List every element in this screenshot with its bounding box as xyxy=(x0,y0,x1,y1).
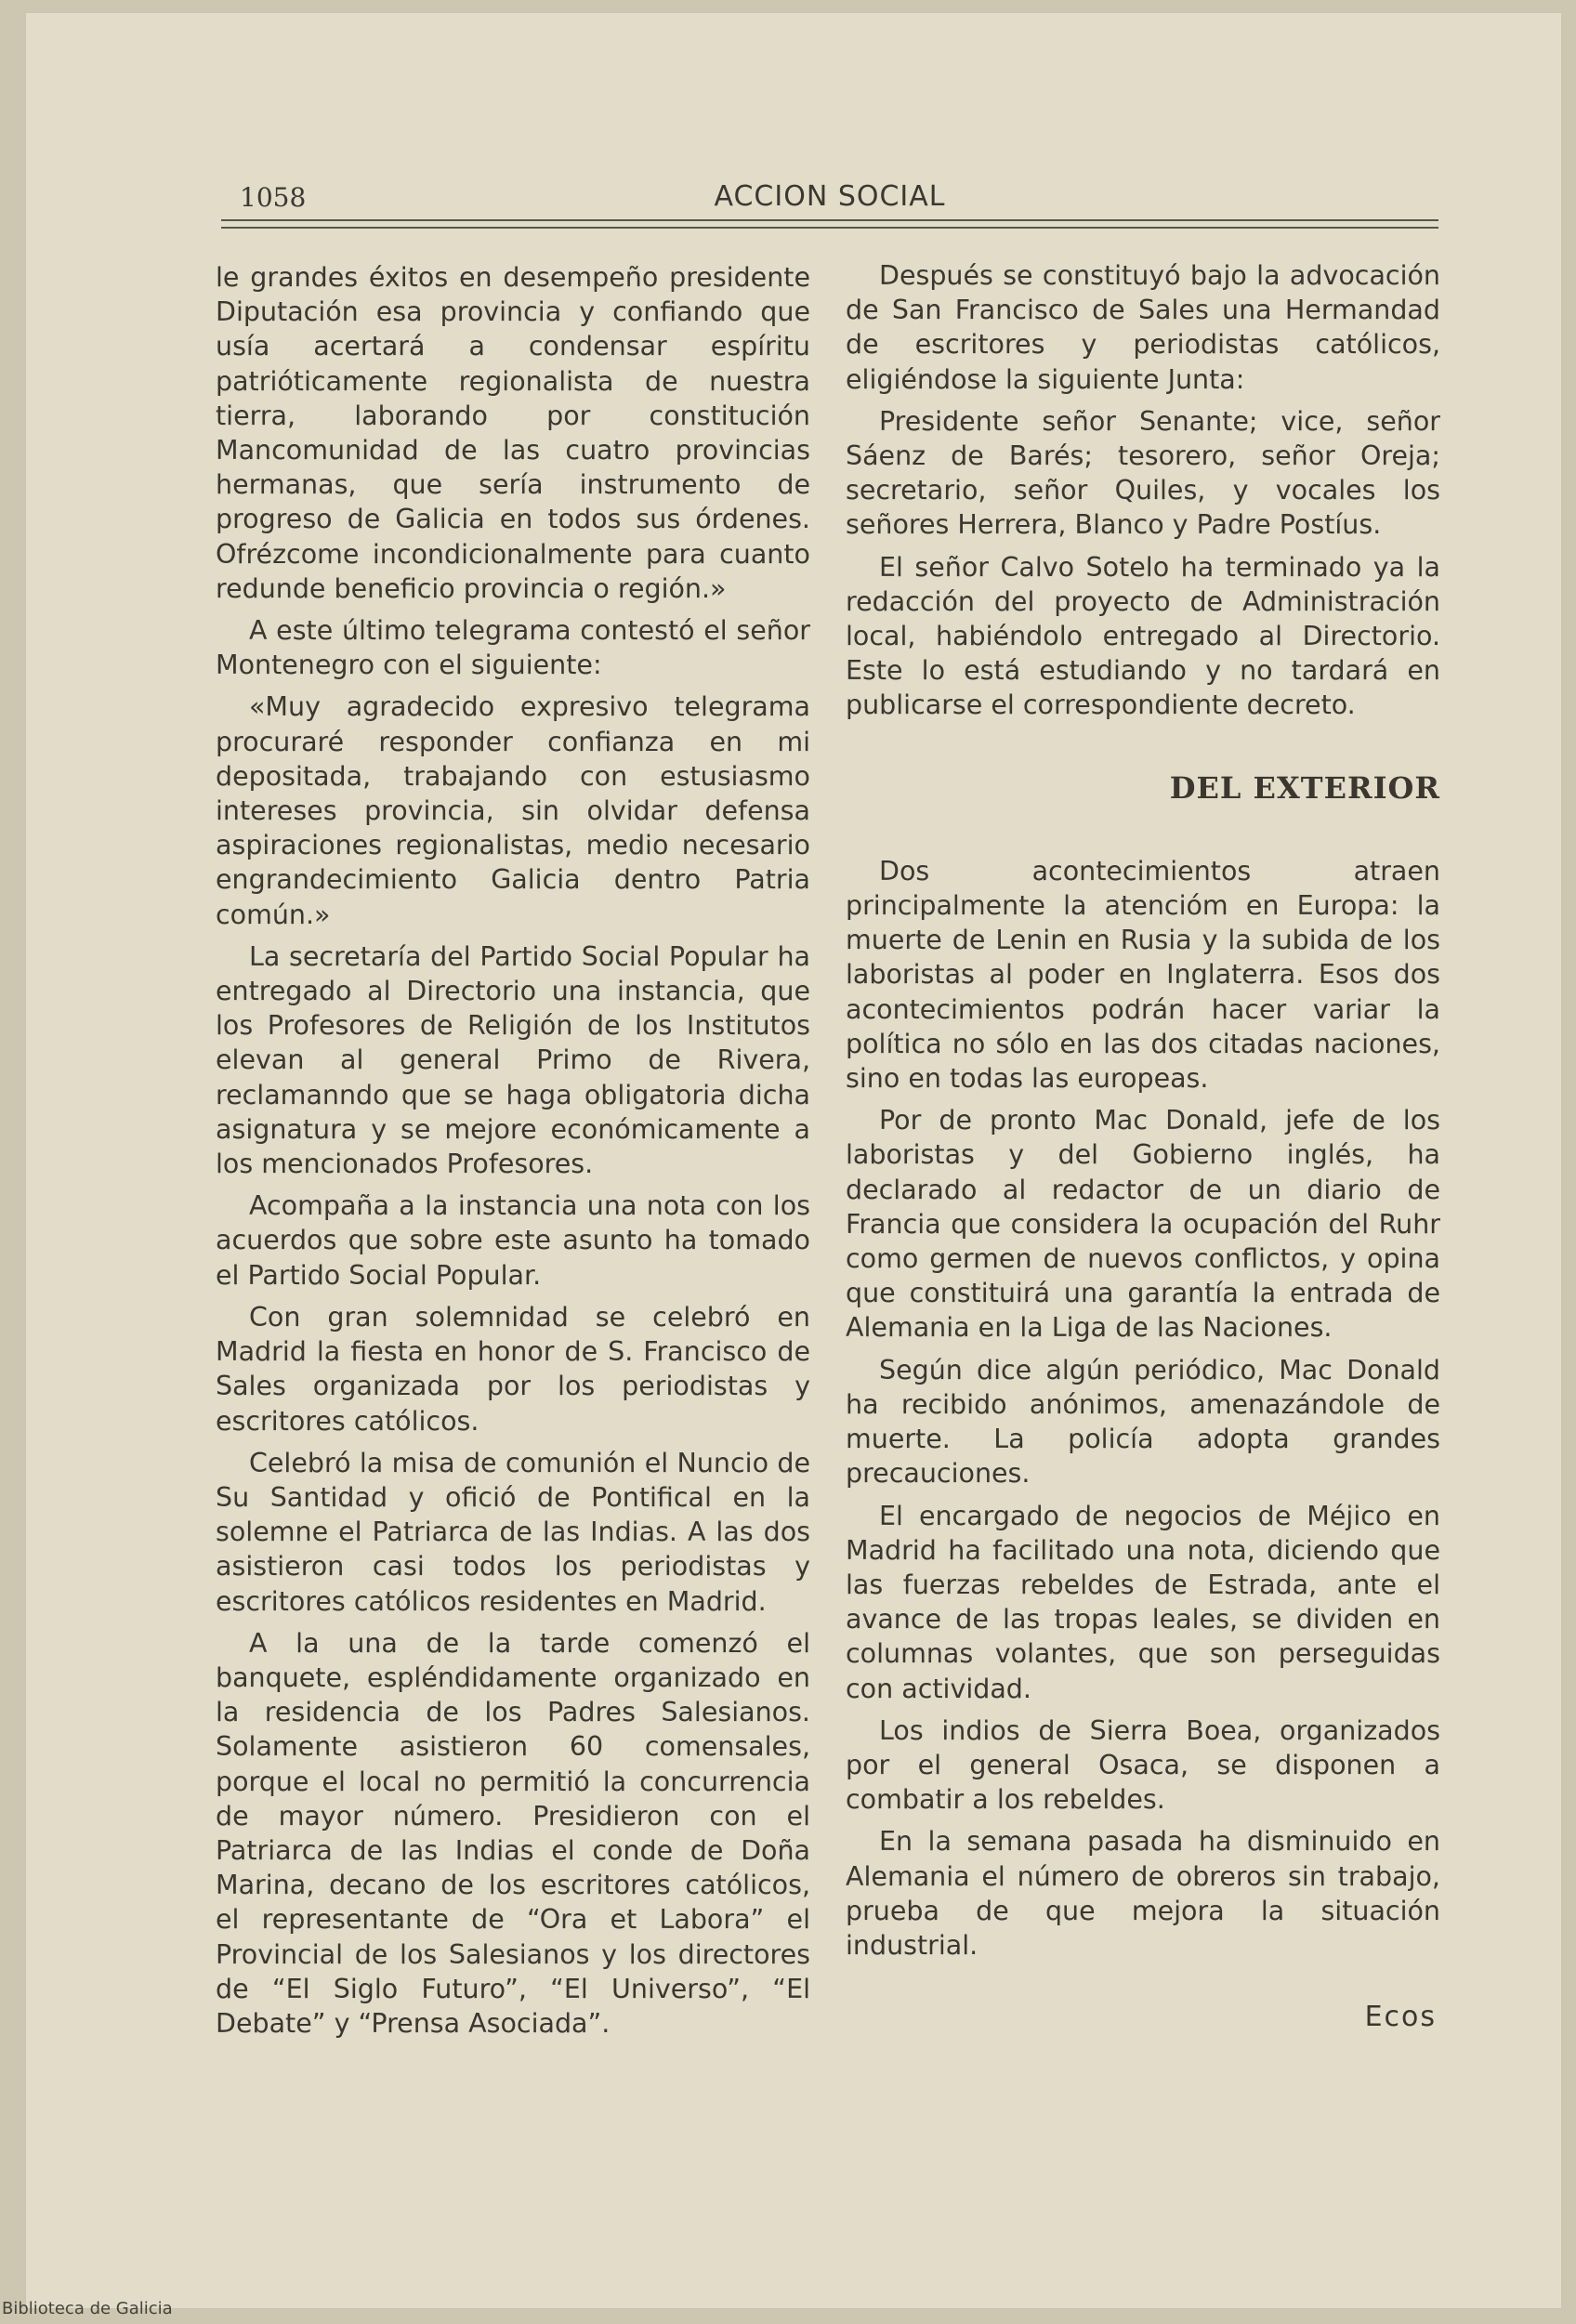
right-column xyxy=(846,258,1440,2034)
paragraph: Celebró la misa de comunión el Nuncio de Su Santidad y ofició de Pontifical en la solemne el Patriarca de las Indias. A las dos asistieron casi todos los periodistas y escritores católicos residentes en Madrid. xyxy=(216,1447,810,1617)
header-rule xyxy=(221,227,1438,229)
header-rule xyxy=(221,219,1438,221)
paragraph: La secretaría del Partido Social Popular ha entregado al Directorio una instancia, que los Profesores de Religión de los Institutos elevan al general Primo de Rivera, reclamanndo que se haga obligatoria dicha asignatura y se mejore económicamente a los mencionados Profesores. xyxy=(216,940,810,1180)
signature: Ecos xyxy=(1364,2001,1437,2034)
paragraph: A este último telegrama contestó el señor Montenegro con el siguiente: xyxy=(216,615,810,681)
paragraph: En la semana pasada ha disminuido en Alemania el número de obreros sin trabajo, prueba de que mejora la situación industrial. xyxy=(846,1826,1440,1961)
paragraph: El encargado de negocios de Méjico en Madrid ha facilitado una nota, diciendo que las fuerzas rebeldes de Estrada, ante el avance de las tropas leales, se dividen en columnas volantes, que son perseguidas con actividad. xyxy=(846,1500,1440,1704)
paragraph: Según dice algún periódico, Mac Donald ha recibido anónimos, amenazándole de muerte. La policía adopta grandes precauciones. xyxy=(846,1354,1440,1490)
paragraph: El señor Calvo Sotelo ha terminado ya la redacción del proyecto de Administración local, habiéndolo entregado al Directorio. Este lo está estudiando y no tardará en publicarse el correspondiente decreto. xyxy=(846,551,1440,721)
section-heading: DEL EXTERIOR xyxy=(1169,769,1440,806)
paragraph: Acompaña a la instancia una nota con los acuerdos que sobre este asunto ha tomado el Partido Social Popular. xyxy=(216,1190,810,1291)
left-column xyxy=(216,260,810,2048)
paragraph: Después se constituyó bajo la advocación de San Francisco de Sales una Hermandad de escritores y periodistas católicos, eligiéndose la siguiente Junta: xyxy=(846,260,1440,395)
paragraph: le grandes éxitos en desempeño presidente Diputación esa provincia y confiando que usía acertará a condensar espíritu patrióticamente regionalista de nuestra tierra, laborando por constitución Mancomunidad de las cuatro provincias hermanas, que sería instrumento de progreso de Galicia en todos sus órdenes. Ofrézcome incondicionalmente para cuanto redunde beneficio provincia o región.» xyxy=(216,262,810,604)
paragraph: A la una de la tarde comenzó el banquete, espléndidamente organizado en la residencia de los Padres Salesianos. Solamente asistieron 60 comensales, porque el local no permitió la concurrencia de mayor número. Presidieron con el Patriarca de las Indias el conde de Doña Marina, decano de los escritores católicos, el representante de “Ora et Labora” el Provincial de los Salesianos y los directores de “El Siglo Futuro”, “El Universo”, “El Debate” y “Prensa Asociada”. xyxy=(216,1627,810,2039)
paragraph: Con gran solemnidad se celebró en Madrid la fiesta en honor de S. Francisco de Sales organizada por los periodistas y escritores católicos. xyxy=(216,1301,810,1437)
running-title: ACCION SOCIAL xyxy=(714,180,946,213)
paragraph: Los indios de Sierra Boea, organizados por el general Osaca, se disponen a combatir a los rebeldes. xyxy=(846,1714,1440,1816)
paragraph: Presidente señor Senante; vice, señor Sáenz de Barés; tesorero, señor Oreja; secretario, señor Quiles, y vocales los señores Herrera, Blanco y Padre Postíus. xyxy=(846,405,1440,541)
page-header xyxy=(221,175,1438,217)
paragraph: Por de pronto Mac Donald, jefe de los laboristas y del Gobierno inglés, ha declarado al redactor de un diario de Francia que considera la ocupación del Ruhr como germen de nuevos conflictos, y opina que constituirá una garantía la entrada de Alemania en la Liga de las Naciones. xyxy=(846,1105,1440,1344)
library-watermark-label: Biblioteca de Galicia xyxy=(2,2299,173,2318)
paragraph: «Muy agradecido expresivo telegrama procuraré responder confianza en mi depositada, trabajando con estusiasmo intereses provincia, sin olvidar defensa aspiraciones regionalistas, medio necesario engrandecimiento Galicia dentro Patria común.» xyxy=(216,691,810,930)
page-number: 1058 xyxy=(240,182,307,213)
paragraph: Dos acontecimientos atraen principalmente la atencióm en Europa: la muerte de Lenin en Rusia y la subida de los laboristas al poder en Inglaterra. Esos dos acontecimientos podrán hacer variar la política no sólo en las dos citadas naciones, sino en todas las europeas. xyxy=(846,855,1440,1095)
